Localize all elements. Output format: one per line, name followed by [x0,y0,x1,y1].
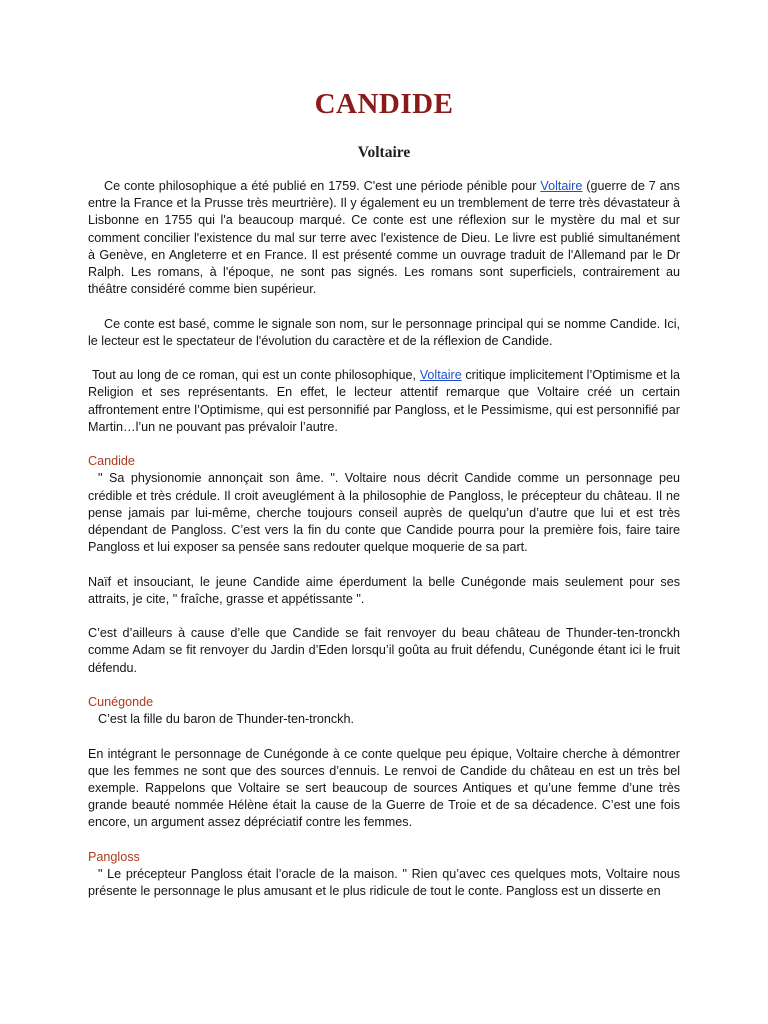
candide-paragraph-2: Naïf et insouciant, le jeune Candide aime éperdument la belle Cunégonde mais seulement pour ses attraits, je cite, " fraîche, grasse et appétissante ". [88,574,680,606]
section-heading-pangloss: Pangloss [88,849,140,864]
pangloss-paragraph-1: " Le précepteur Pangloss était l’oracle de la maison. " Rien qu’avec ces quelques mots, Voltaire nous présente le personnage le plus amusant et le plus ridicule de tout le conte. Pangloss est un disserte en [88,867,680,899]
voltaire-link[interactable]: Voltaire [540,179,583,193]
candide-paragraph-3: C’est d’ailleurs à cause d’elle que Candide se fait renvoyer du beau château de Thunder-ten-tronckh comme Adam se fit renvoyer du Jardin d’Eden lorsqu’il goûta au fruit défendu, Cunégonde étant ici le fruit défendu. [88,626,680,675]
document-title: CANDIDE [314,88,454,120]
cunegonde-paragraph-2: En intégrant le personnage de Cunégonde à ce conte quelque peu épique, Voltaire cherche à démontrer que les femmes ne sont que des sources d’ennuis. Le renvoi de Candide du château en est un très bel exemple. Rappelons que Voltaire se sert beaucoup de sources Antiques et qu’une femme d’une très grande beauté nommée Hélène était la cause de la Guerre de Troie et de sa décadence. C’est une fois encore, un argument assez dépréciatif contre les femmes. [88,746,680,830]
voltaire-link-2[interactable]: Voltaire [419,368,462,383]
document-author: Voltaire [357,144,411,161]
candide-paragraph-1: " Sa physionomie annonçait son âme. ". Voltaire nous décrit Candide comme un personnage peu crédible et très crédule. Il croit aveuglément à la philosophie de Pangloss, le précepteur du château. Il ne pense jamais par lui-même, cherche toujours conseil auprès de quelqu’un d’autre que lui et est très dépendant de Pangloss. C’est vers la fin du conte que Candide pourra pour la première fois, faire taire Pangloss et lui exposer sa pensée sans redouter quelque moquerie de sa part. [88,471,680,555]
cunegonde-paragraph-1: C’est la fille du baron de Thunder-ten-tronckh. [98,712,354,727]
optimism-paragraph: Tout au long de ce roman, qui est un conte philosophique, Voltaire critique implicitement l’Optimisme et la Religion et ses représentants. En effet, le lecteur attentif remarque que Voltaire créé un certain affrontement entre l’Optimisme, qui est personnifié par Pangloss, et le Pessimisme, qui est personnifié par Martin…l’un ne pouvant pas prévaloir l’autre. [88,368,681,434]
document-body [88,178,680,918]
section-heading-candide: Candide [88,454,135,469]
intro-paragraph: Ce conte philosophique a été publié en 1759. C'est une période pénible pour Voltaire (guerre de 7 ans entre la France et la Prusse très meurtrière). Il y également eu un tremblement de terre très dévastateur à Lisbonne en 1755 qui l'a beaucoup marqué. Ce conte est une réflexion sur le mystère du mal et sur comment concilier l'existence du mal sur terre avec l'existence de Dieu. Le livre est publié simultanément à Genève, en Angleterre et en France. Il est présenté comme un ouvrage traduit de l'Allemand par le Dr Ralph. Les romans, à l'époque, ne sont pas signés. Les romans sont superficiels, contrairement au théâtre considéré comme bien supérieur. [88,179,680,297]
section-heading-cunegonde: Cunégonde [88,695,154,709]
basis-paragraph: Ce conte est basé, comme le signale son nom, sur le personnage principal qui se nomme Candide. Ici, le lecteur est le spectateur de l'évolution du caractère et de la réflexion de Candide. [88,316,680,348]
